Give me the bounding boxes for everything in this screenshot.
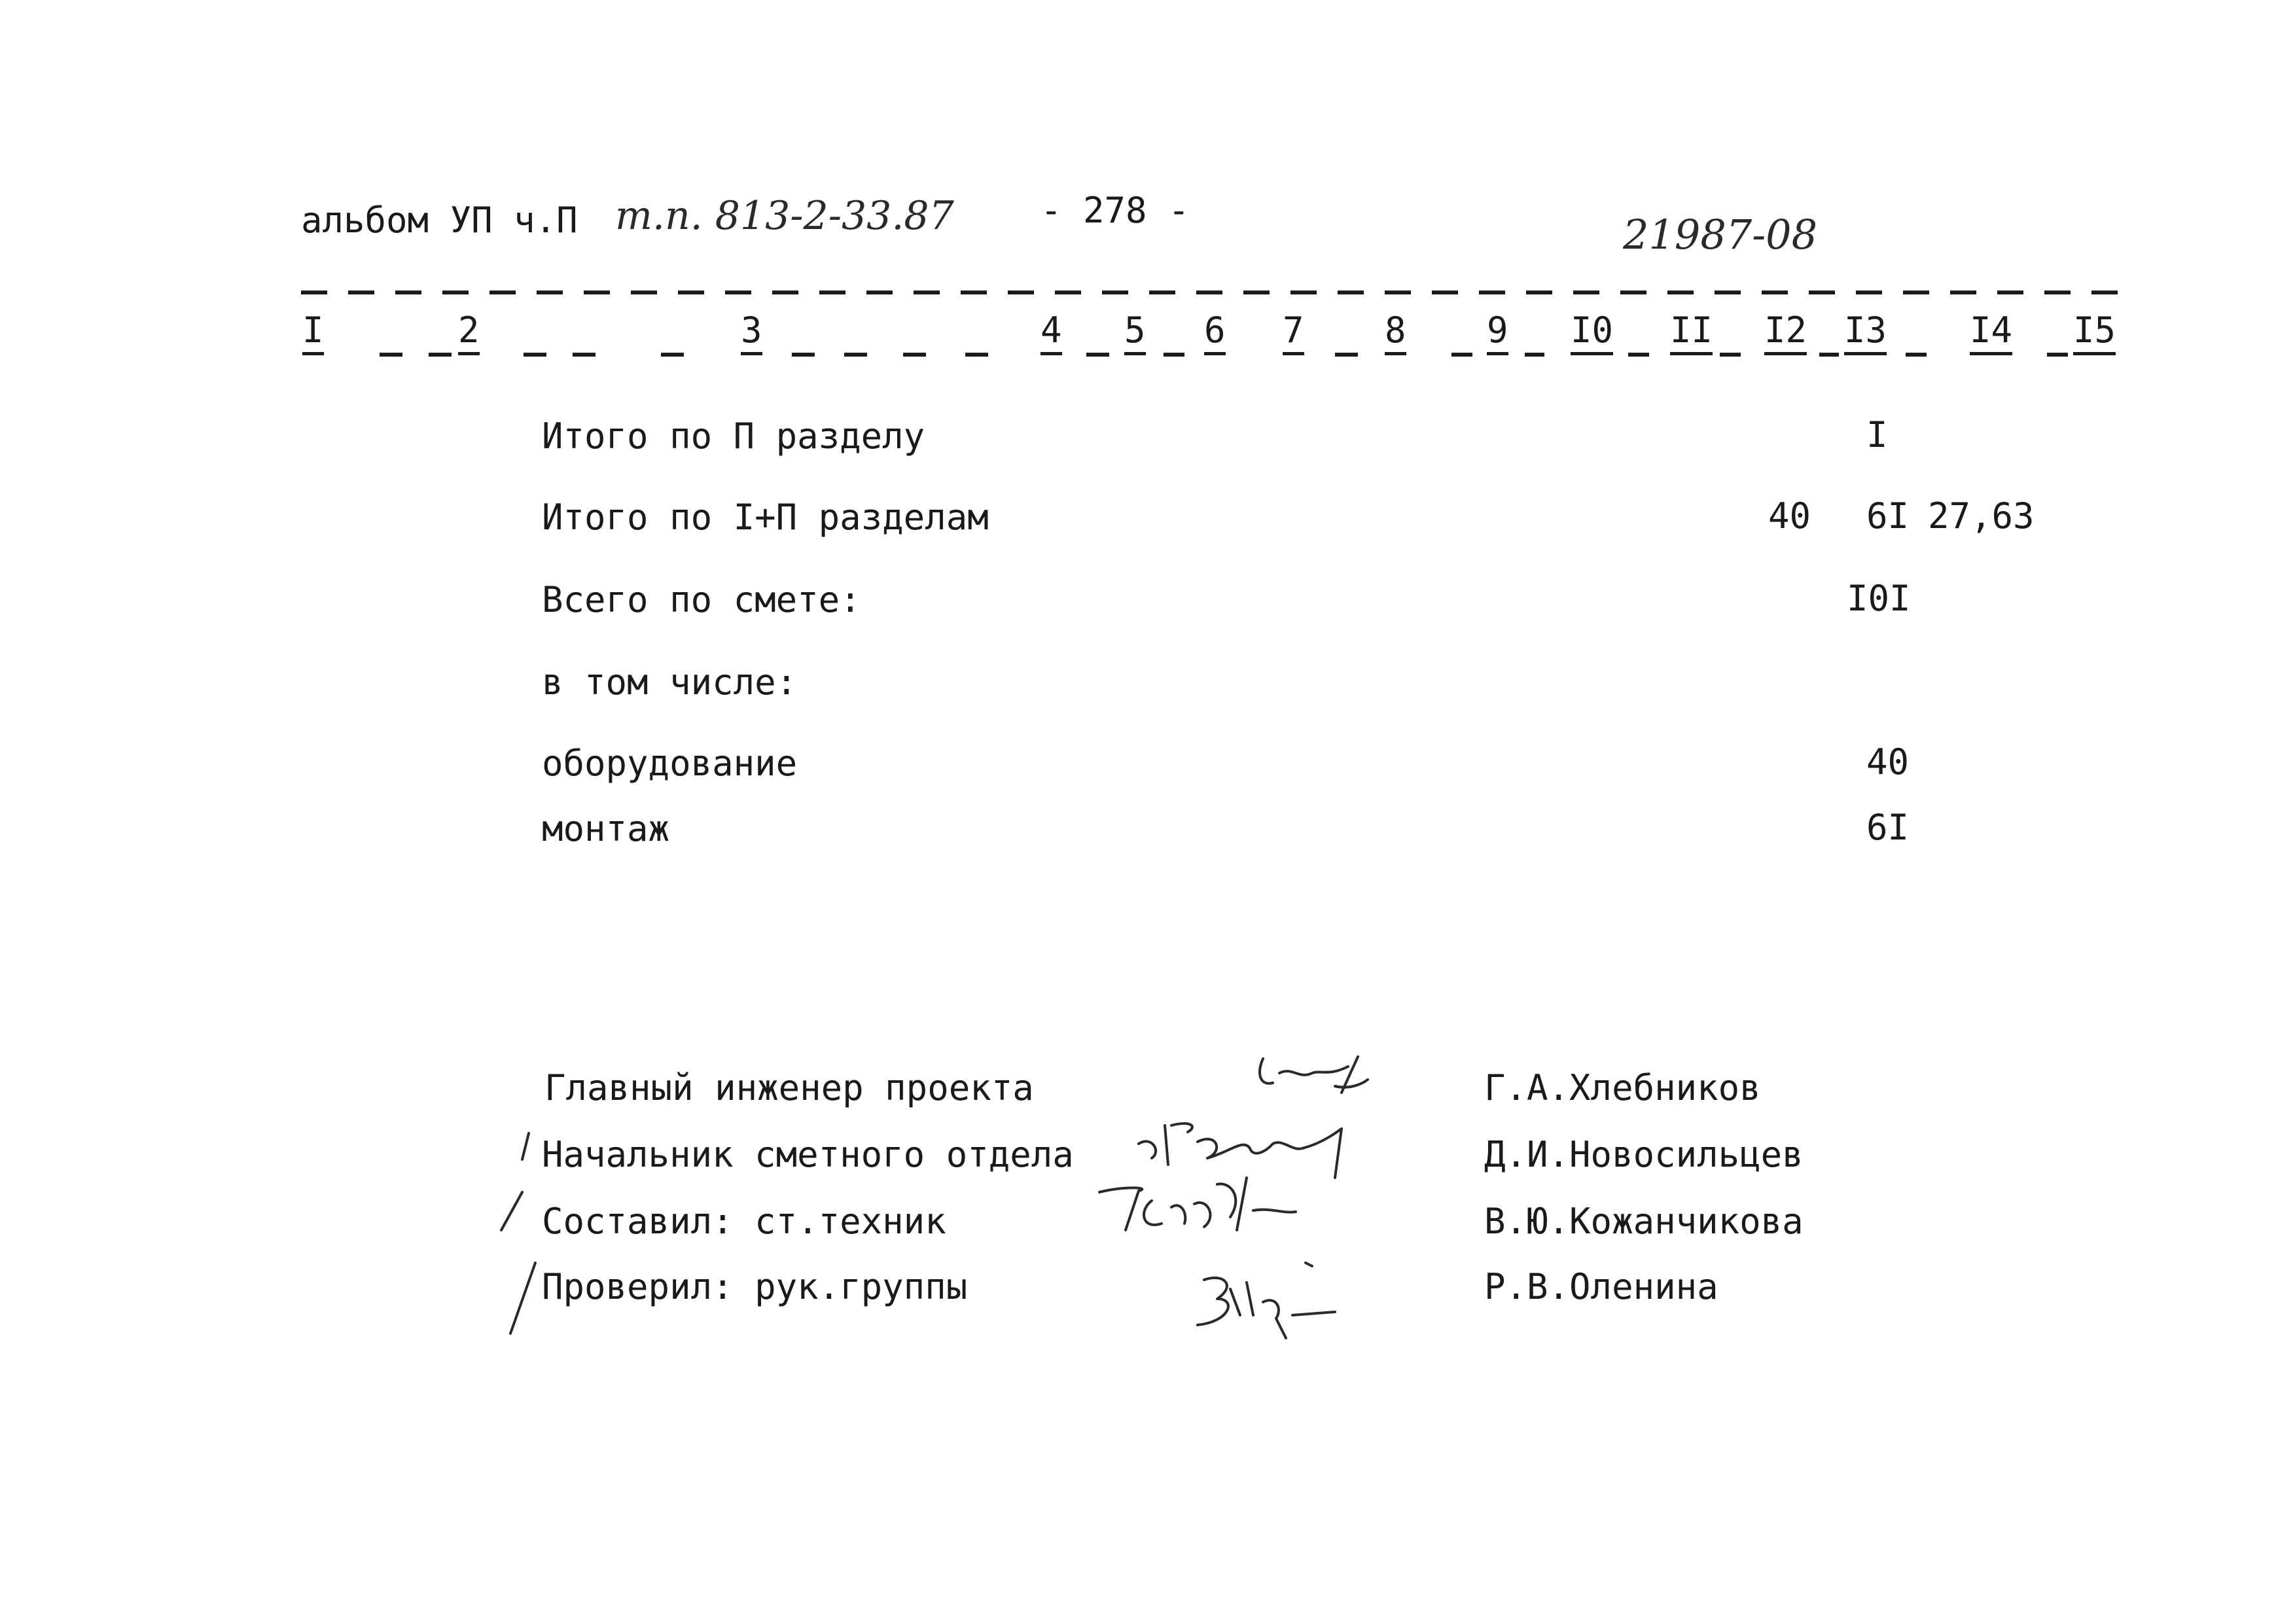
summary-row-label: Итого по П разделу bbox=[542, 415, 925, 457]
summary-row-value: 6I bbox=[1866, 495, 1910, 537]
handwritten-signature bbox=[1099, 1178, 1296, 1230]
column-number: 6 bbox=[1204, 313, 1226, 355]
summary-row-value: 40 bbox=[1866, 741, 1910, 783]
summary-row-value: 27,63 bbox=[1928, 495, 2035, 537]
column-number: II bbox=[1670, 313, 1713, 355]
column-number: 9 bbox=[1487, 313, 1508, 355]
column-number: I5 bbox=[2073, 313, 2116, 355]
column-number: I4 bbox=[1970, 313, 2012, 355]
signature-role: Начальник сметного отдела bbox=[542, 1134, 1074, 1175]
column-number: I bbox=[302, 313, 324, 355]
signature-role: Главный инженер проекта bbox=[544, 1067, 1034, 1108]
signature-name: Д.И.Новосильцев bbox=[1484, 1134, 1804, 1175]
document-number: 21987-08 bbox=[1623, 211, 1818, 258]
check-mark bbox=[510, 1263, 535, 1333]
album-label: альбом УП ч.П bbox=[301, 200, 578, 241]
handwritten-signature bbox=[1198, 1263, 1335, 1338]
column-number: 8 bbox=[1385, 313, 1406, 355]
column-number: 7 bbox=[1283, 313, 1304, 355]
signature-role: Проверил: рук.группы bbox=[542, 1266, 968, 1307]
summary-row-value: I bbox=[1866, 414, 1888, 455]
summary-row-label: Итого по I+П разделам bbox=[542, 497, 989, 538]
column-number: 2 bbox=[458, 313, 480, 355]
summary-row-label: Всего по смете: bbox=[542, 579, 861, 620]
summary-row-label: в том числе: bbox=[542, 662, 798, 703]
page-number: - 278 - bbox=[1041, 190, 1190, 231]
summary-row-value: 40 bbox=[1768, 495, 1811, 537]
check-mark bbox=[501, 1192, 522, 1230]
project-reference: т.п. 813-2-33.87 bbox=[615, 193, 954, 239]
column-number: I3 bbox=[1844, 313, 1887, 355]
summary-row-value: I0I bbox=[1847, 578, 1911, 619]
handwritten-signature bbox=[1260, 1057, 1368, 1093]
summary-row-label: оборудование bbox=[542, 743, 798, 784]
handwritten-signature bbox=[1139, 1123, 1342, 1178]
signature-name: В.Ю.Кожанчикова bbox=[1484, 1201, 1804, 1242]
summary-row-label: монтаж bbox=[542, 808, 670, 849]
column-number: I2 bbox=[1764, 313, 1807, 355]
signature-name: Р.В.Оленина bbox=[1484, 1266, 1718, 1307]
column-number: 4 bbox=[1041, 313, 1062, 355]
check-mark bbox=[522, 1133, 529, 1159]
column-number: I0 bbox=[1571, 313, 1613, 355]
signature-name: Г.А.Хлебников bbox=[1484, 1067, 1761, 1108]
column-number: 3 bbox=[741, 313, 762, 355]
column-number: 5 bbox=[1124, 313, 1146, 355]
summary-row-value: 6I bbox=[1866, 807, 1910, 848]
signature-role: Составил: ст.техник bbox=[542, 1201, 946, 1242]
